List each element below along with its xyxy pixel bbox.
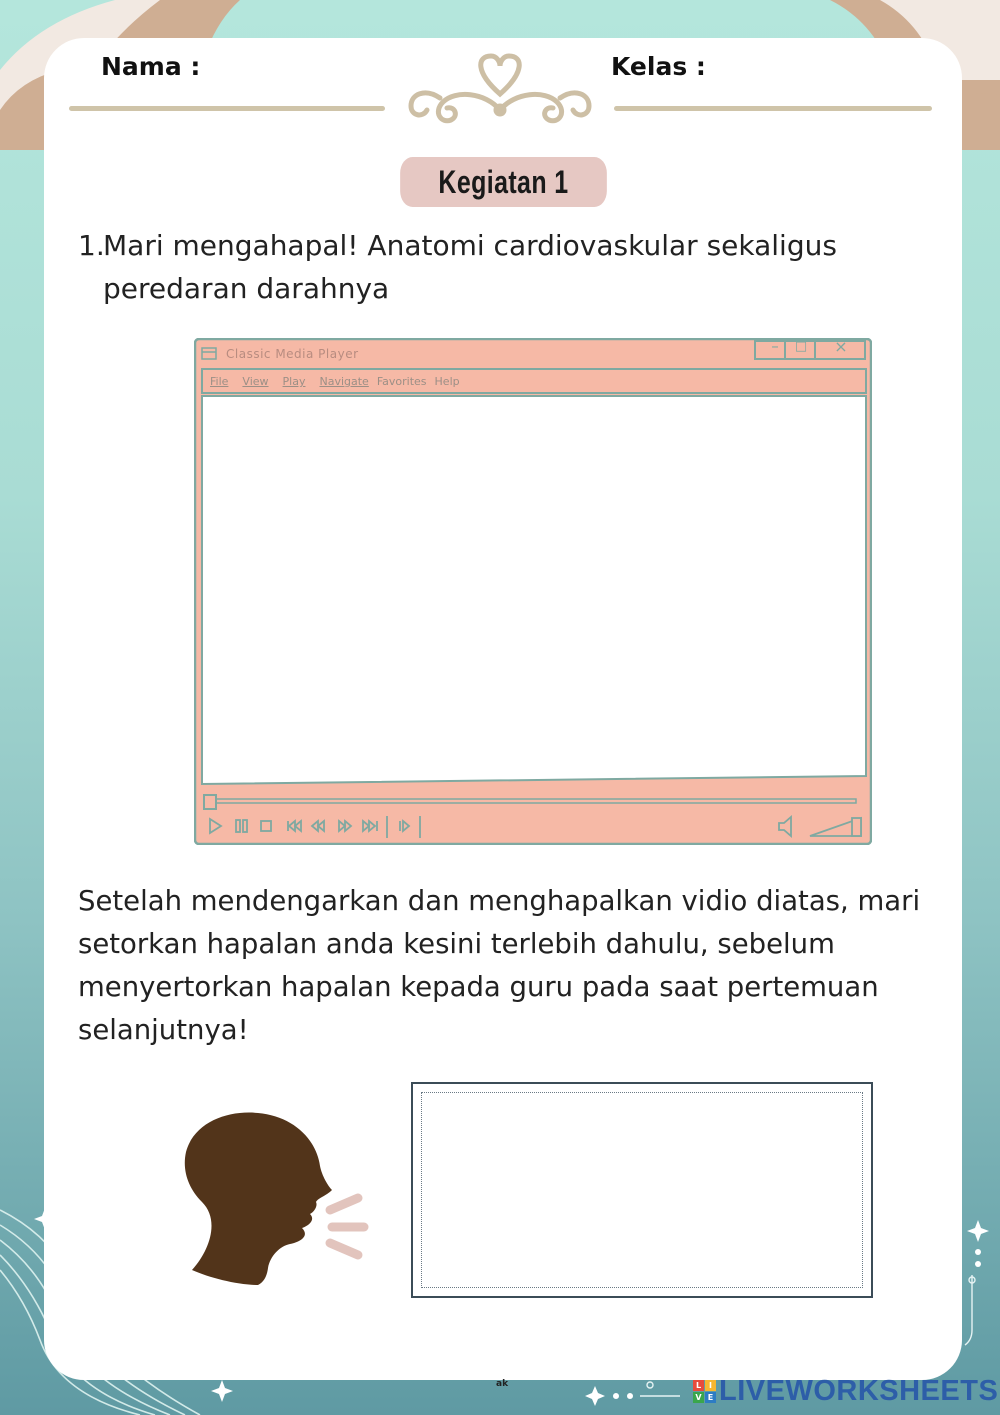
speaking-head-icon xyxy=(180,1110,375,1290)
answer-box[interactable] xyxy=(411,1082,873,1298)
logo-letter-i: I xyxy=(705,1380,716,1391)
player-controls xyxy=(194,812,872,842)
stop-icon[interactable] xyxy=(261,821,271,831)
menu-view[interactable]: View xyxy=(242,375,269,388)
name-underline xyxy=(69,106,385,111)
rewind-icon[interactable] xyxy=(312,821,324,831)
media-player[interactable] xyxy=(194,338,872,845)
logo-letter-v: V xyxy=(693,1392,704,1403)
logo-letter-e: E xyxy=(705,1392,716,1403)
liveworksheets-brand: LIVEWORKSHEETS xyxy=(719,1374,999,1407)
maximize-button[interactable]: □ xyxy=(794,339,808,354)
question-number: 1. xyxy=(78,229,105,262)
footer-small-text: ak xyxy=(496,1379,509,1389)
fast-forward-icon[interactable] xyxy=(339,821,351,831)
media-player-frame xyxy=(194,338,872,845)
minimize-button[interactable]: – xyxy=(771,337,779,355)
play-icon[interactable] xyxy=(210,819,221,833)
speaker-icon[interactable] xyxy=(779,817,791,836)
logo-letter-l: L xyxy=(693,1380,704,1391)
question-1 xyxy=(78,224,838,310)
question-text: Mari mengahapal! Anatomi cardiovaskular sekaligus peredaran darahnya xyxy=(103,229,837,305)
player-title: Classic Media Player xyxy=(226,347,359,361)
heart-ornament-icon xyxy=(405,52,595,127)
menu-file[interactable]: File xyxy=(210,375,229,388)
menu-favorites[interactable]: Favorites xyxy=(376,375,427,388)
next-icon[interactable] xyxy=(363,821,377,831)
previous-icon[interactable] xyxy=(288,821,301,831)
activity-title: Kegiatan 1 xyxy=(400,157,607,207)
liveworksheets-logo-icon xyxy=(693,1380,716,1403)
instruction-text: Setelah mendengarkan dan menghapalkan vidio diatas, mari setorkan hapalan anda kesini terlebih dahulu, sebelum menyertorkan hapalan kepada guru pada saat pertemuan selanjutnya! xyxy=(78,885,921,1046)
menu-navigate[interactable]: Navigate xyxy=(319,375,369,388)
frame-step-icon[interactable] xyxy=(400,821,409,831)
name-label: Nama : xyxy=(101,52,201,81)
close-button[interactable]: × xyxy=(834,337,848,356)
liveworksheets-logo[interactable] xyxy=(693,1374,998,1408)
player-menu-bar xyxy=(210,375,460,388)
menu-play[interactable]: Play xyxy=(282,375,306,388)
pause-icon[interactable] xyxy=(236,820,247,832)
class-label: Kelas : xyxy=(611,52,706,81)
menu-help[interactable]: Help xyxy=(434,375,460,388)
class-underline xyxy=(614,106,932,111)
answer-box-inner xyxy=(421,1092,863,1288)
